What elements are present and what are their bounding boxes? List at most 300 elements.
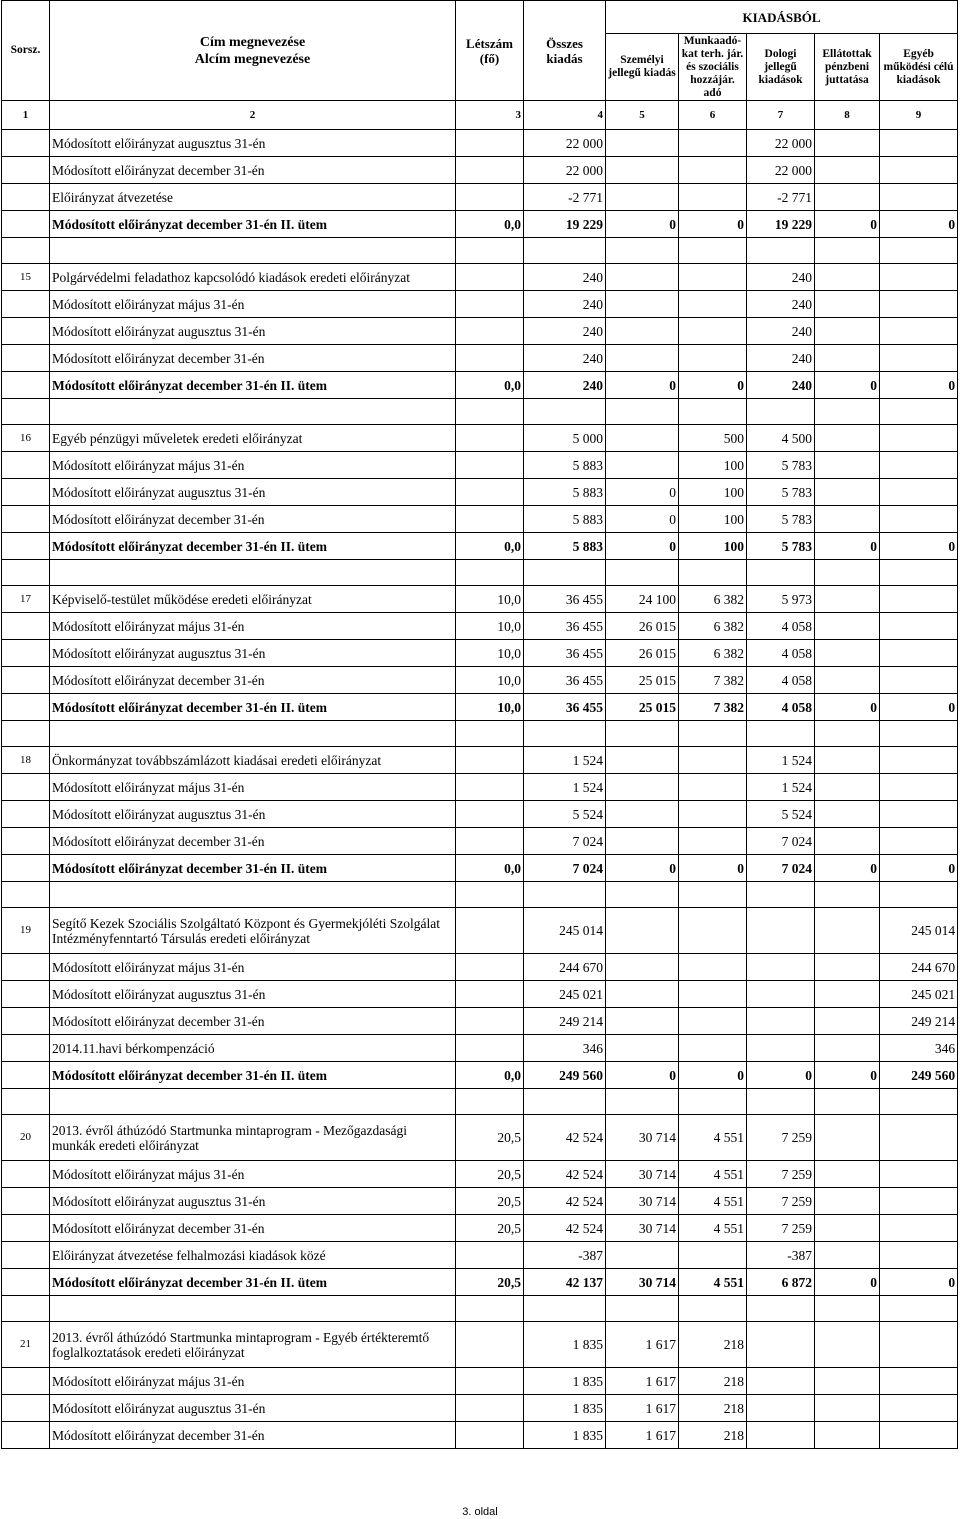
empty-cell (2, 1296, 50, 1322)
table-row (2, 1215, 958, 1242)
empty-cell (815, 560, 880, 586)
colnum-4: 4 (524, 101, 606, 130)
table-row (2, 130, 958, 157)
letszam-cell (456, 264, 524, 291)
szemelyi-cell: 0 (606, 533, 679, 560)
row-label-cell: Módosított előirányzat december 31-én (50, 667, 456, 694)
ellatottak-cell (815, 828, 880, 855)
ellatottak-cell (815, 667, 880, 694)
table-row (2, 667, 958, 694)
osszes-kiadas-cell: 5 883 (524, 506, 606, 533)
osszes-kiadas-cell: 1 835 (524, 1395, 606, 1422)
letszam-cell (456, 1035, 524, 1062)
ellatottak-cell (815, 345, 880, 372)
letszam-cell (456, 291, 524, 318)
empty-cell (747, 399, 815, 425)
table-row (2, 533, 958, 560)
szemelyi-cell: 30 714 (606, 1269, 679, 1296)
letszam-cell: 10,0 (456, 586, 524, 613)
letszam-cell: 0,0 (456, 1062, 524, 1089)
table-row (2, 1269, 958, 1296)
ellatottak-cell (815, 586, 880, 613)
dologi-cell: -387 (747, 1242, 815, 1269)
munkaado-cell (679, 157, 747, 184)
egyeb-cell (880, 801, 958, 828)
letszam-cell (456, 184, 524, 211)
colnum-9: 9 (880, 101, 958, 130)
egyeb-cell (880, 452, 958, 479)
header-letszam-line2: (fő) (479, 50, 500, 66)
dologi-cell: 7 024 (747, 855, 815, 882)
empty-cell (456, 399, 524, 425)
osszes-kiadas-cell: 5 524 (524, 801, 606, 828)
osszes-kiadas-cell: 42 524 (524, 1188, 606, 1215)
szemelyi-cell: 25 015 (606, 667, 679, 694)
munkaado-cell: 6 382 (679, 613, 747, 640)
ellatottak-cell (815, 1188, 880, 1215)
row-label-cell: Polgárvédelmi feladathoz kapcsolódó kiadások eredeti előirányzat (50, 264, 456, 291)
header-letszam (456, 1, 524, 101)
osszes-kiadas-cell: 1 524 (524, 774, 606, 801)
dologi-cell: -2 771 (747, 184, 815, 211)
ellatottak-cell (815, 264, 880, 291)
empty-cell (606, 560, 679, 586)
row-label-cell: Módosított előirányzat május 31-én (50, 291, 456, 318)
row-label-cell: Módosított előirányzat december 31-én II. ütem (50, 694, 456, 721)
empty-cell (606, 721, 679, 747)
osszes-kiadas-cell: 240 (524, 291, 606, 318)
empty-cell (524, 882, 606, 908)
egyeb-cell (880, 1368, 958, 1395)
egyeb-cell (880, 667, 958, 694)
table-row (2, 1161, 958, 1188)
osszes-kiadas-cell: 42 524 (524, 1215, 606, 1242)
szemelyi-cell: 30 714 (606, 1215, 679, 1242)
empty-cell (606, 399, 679, 425)
header-egyeb: Egyéb működési célú kiadások (880, 34, 958, 101)
szemelyi-cell: 30 714 (606, 1161, 679, 1188)
ellatottak-cell: 0 (815, 1062, 880, 1089)
munkaado-cell (679, 801, 747, 828)
letszam-cell (456, 425, 524, 452)
letszam-cell (456, 506, 524, 533)
szemelyi-cell (606, 981, 679, 1008)
empty-cell (606, 238, 679, 264)
munkaado-cell: 218 (679, 1322, 747, 1368)
table-row (2, 908, 958, 954)
egyeb-cell (880, 1322, 958, 1368)
row-number-cell (2, 694, 50, 721)
row-number-cell: 20 (2, 1115, 50, 1161)
dologi-cell: 4 058 (747, 667, 815, 694)
row-label-cell: Módosított előirányzat december 31-én (50, 157, 456, 184)
header-cim: Cím megnevezése (199, 34, 306, 50)
row-number-cell (2, 1242, 50, 1269)
egyeb-cell (880, 640, 958, 667)
empty-cell (456, 721, 524, 747)
ellatottak-cell (815, 425, 880, 452)
empty-cell (50, 560, 456, 586)
row-label-cell: Előirányzat átvezetése felhalmozási kiadások közé (50, 1242, 456, 1269)
letszam-cell: 0,0 (456, 211, 524, 238)
munkaado-cell (679, 1035, 747, 1062)
table-row (2, 1368, 958, 1395)
header-letszam-line1: Létszám (466, 35, 513, 51)
empty-cell (747, 882, 815, 908)
szemelyi-cell: 24 100 (606, 586, 679, 613)
ellatottak-cell (815, 801, 880, 828)
empty-cell (880, 882, 958, 908)
dologi-cell: 22 000 (747, 157, 815, 184)
empty-cell (815, 1296, 880, 1322)
table-row (2, 264, 958, 291)
munkaado-cell: 500 (679, 425, 747, 452)
row-label-cell: Egyéb pénzügyi műveletek eredeti előirányzat (50, 425, 456, 452)
egyeb-cell (880, 345, 958, 372)
row-number-cell (2, 981, 50, 1008)
letszam-cell: 0,0 (456, 855, 524, 882)
empty-cell (679, 882, 747, 908)
row-label-cell: Módosított előirányzat december 31-én II. ütem (50, 372, 456, 399)
szemelyi-cell: 1 617 (606, 1395, 679, 1422)
osszes-kiadas-cell: 1 835 (524, 1422, 606, 1449)
table-row (2, 1188, 958, 1215)
osszes-kiadas-cell: 42 524 (524, 1161, 606, 1188)
empty-cell (679, 1089, 747, 1115)
munkaado-cell (679, 1242, 747, 1269)
row-label-cell: Módosított előirányzat augusztus 31-én (50, 318, 456, 345)
row-number-cell (2, 452, 50, 479)
empty-cell (524, 238, 606, 264)
ellatottak-cell (815, 1215, 880, 1242)
row-label-cell: Módosított előirányzat augusztus 31-én (50, 801, 456, 828)
osszes-kiadas-cell: 245 021 (524, 981, 606, 1008)
egyeb-cell (880, 506, 958, 533)
osszes-kiadas-cell: 346 (524, 1035, 606, 1062)
egyeb-cell (880, 264, 958, 291)
szemelyi-cell (606, 747, 679, 774)
ellatottak-cell (815, 479, 880, 506)
ellatottak-cell (815, 747, 880, 774)
osszes-kiadas-cell: 249 214 (524, 1008, 606, 1035)
row-number-cell (2, 1161, 50, 1188)
dologi-cell: 7 259 (747, 1188, 815, 1215)
ellatottak-cell (815, 1242, 880, 1269)
osszes-kiadas-cell: 22 000 (524, 130, 606, 157)
szemelyi-cell: 26 015 (606, 613, 679, 640)
table-row (2, 1422, 958, 1449)
row-label-cell: Módosított előirányzat december 31-én (50, 828, 456, 855)
osszes-kiadas-cell: 5 883 (524, 479, 606, 506)
dologi-cell: 240 (747, 318, 815, 345)
empty-cell (679, 721, 747, 747)
row-number-cell (2, 372, 50, 399)
letszam-cell: 20,5 (456, 1188, 524, 1215)
dologi-cell: 22 000 (747, 130, 815, 157)
munkaado-cell: 4 551 (679, 1161, 747, 1188)
letszam-cell: 20,5 (456, 1215, 524, 1242)
egyeb-cell: 245 014 (880, 908, 958, 954)
osszes-kiadas-cell: -387 (524, 1242, 606, 1269)
egyeb-cell (880, 1161, 958, 1188)
egyeb-cell (880, 184, 958, 211)
empty-cell (815, 721, 880, 747)
row-number-cell (2, 157, 50, 184)
row-number-cell (2, 774, 50, 801)
letszam-cell: 20,5 (456, 1269, 524, 1296)
dologi-cell: 4 058 (747, 640, 815, 667)
osszes-kiadas-cell: 240 (524, 372, 606, 399)
table-row (2, 801, 958, 828)
row-number-cell (2, 801, 50, 828)
page-number: 3. oldal (462, 1506, 498, 1518)
ellatottak-cell (815, 613, 880, 640)
ellatottak-cell (815, 1322, 880, 1368)
osszes-kiadas-cell: 42 524 (524, 1115, 606, 1161)
szemelyi-cell: 0 (606, 1062, 679, 1089)
row-number-cell: 21 (2, 1322, 50, 1368)
empty-cell (50, 1089, 456, 1115)
osszes-kiadas-cell: 5 000 (524, 425, 606, 452)
header-alcim: Alcím megnevezése (194, 51, 311, 67)
empty-cell (747, 1296, 815, 1322)
row-number-cell (2, 533, 50, 560)
munkaado-cell: 218 (679, 1368, 747, 1395)
egyeb-cell: 0 (880, 533, 958, 560)
row-number-cell (2, 1008, 50, 1035)
table-row (2, 747, 958, 774)
ellatottak-cell (815, 1161, 880, 1188)
szemelyi-cell: 0 (606, 855, 679, 882)
row-label-cell: Képviselő-testület működése eredeti előirányzat (50, 586, 456, 613)
szemelyi-cell (606, 908, 679, 954)
row-number-cell (2, 828, 50, 855)
empty-cell (815, 882, 880, 908)
row-number-cell (2, 345, 50, 372)
table-row (2, 586, 958, 613)
dologi-cell: 4 058 (747, 694, 815, 721)
row-number-cell (2, 1395, 50, 1422)
colnum-3: 3 (456, 101, 524, 130)
munkaado-cell (679, 774, 747, 801)
szemelyi-cell: 30 714 (606, 1115, 679, 1161)
egyeb-cell (880, 1422, 958, 1449)
row-label-cell: Módosított előirányzat december 31-én (50, 506, 456, 533)
empty-cell (50, 399, 456, 425)
row-label-cell: 2014.11.havi bérkompenzáció (50, 1035, 456, 1062)
letszam-cell: 20,5 (456, 1115, 524, 1161)
row-label-cell: Módosított előirányzat május 31-én (50, 954, 456, 981)
dologi-cell: 5 524 (747, 801, 815, 828)
spacer-row (2, 1296, 958, 1322)
letszam-cell: 10,0 (456, 613, 524, 640)
dologi-cell (747, 1395, 815, 1422)
munkaado-cell: 6 382 (679, 640, 747, 667)
osszes-kiadas-cell: 19 229 (524, 211, 606, 238)
szemelyi-cell (606, 452, 679, 479)
dologi-cell (747, 908, 815, 954)
empty-cell (456, 1089, 524, 1115)
spacer-row (2, 399, 958, 425)
munkaado-cell (679, 184, 747, 211)
row-number-cell (2, 479, 50, 506)
ellatottak-cell: 0 (815, 533, 880, 560)
row-number-cell: 18 (2, 747, 50, 774)
osszes-kiadas-cell: -2 771 (524, 184, 606, 211)
munkaado-cell (679, 1008, 747, 1035)
dologi-cell: 6 872 (747, 1269, 815, 1296)
row-number-cell (2, 318, 50, 345)
szemelyi-cell: 1 617 (606, 1322, 679, 1368)
empty-cell (524, 1296, 606, 1322)
header-szemelyi: Személyi jellegű kiadás (606, 34, 679, 101)
egyeb-cell: 0 (880, 372, 958, 399)
empty-cell (606, 1296, 679, 1322)
empty-cell (50, 882, 456, 908)
osszes-kiadas-cell: 249 560 (524, 1062, 606, 1089)
empty-cell (679, 560, 747, 586)
letszam-cell (456, 345, 524, 372)
munkaado-cell: 7 382 (679, 667, 747, 694)
spacer-row (2, 560, 958, 586)
table-row (2, 1115, 958, 1161)
empty-cell (50, 1296, 456, 1322)
munkaado-cell (679, 828, 747, 855)
letszam-cell (456, 747, 524, 774)
header-munkaado: Munkaadó-kat terh. jár. és szociális hozzájár. adó (679, 34, 747, 101)
egyeb-cell (880, 318, 958, 345)
dologi-cell (747, 1035, 815, 1062)
ellatottak-cell (815, 130, 880, 157)
egyeb-cell (880, 157, 958, 184)
letszam-cell (456, 954, 524, 981)
row-number-cell (2, 640, 50, 667)
munkaado-cell: 0 (679, 211, 747, 238)
row-number-cell (2, 1062, 50, 1089)
szemelyi-cell (606, 157, 679, 184)
munkaado-cell (679, 747, 747, 774)
egyeb-cell: 0 (880, 211, 958, 238)
egyeb-cell (880, 1115, 958, 1161)
egyeb-cell: 0 (880, 694, 958, 721)
spacer-row (2, 721, 958, 747)
letszam-cell (456, 452, 524, 479)
szemelyi-cell (606, 425, 679, 452)
empty-cell (2, 399, 50, 425)
munkaado-cell (679, 908, 747, 954)
row-number-cell: 19 (2, 908, 50, 954)
row-label-cell: Módosított előirányzat augusztus 31-én (50, 640, 456, 667)
letszam-cell (456, 1242, 524, 1269)
dologi-cell: 7 259 (747, 1115, 815, 1161)
empty-cell (747, 1089, 815, 1115)
letszam-cell: 10,0 (456, 694, 524, 721)
munkaado-cell (679, 264, 747, 291)
egyeb-cell: 346 (880, 1035, 958, 1062)
row-number-cell (2, 506, 50, 533)
row-number-cell (2, 1269, 50, 1296)
empty-cell (679, 1296, 747, 1322)
colnum-8: 8 (815, 101, 880, 130)
empty-cell (747, 560, 815, 586)
ellatottak-cell (815, 1035, 880, 1062)
munkaado-cell (679, 345, 747, 372)
empty-cell (2, 721, 50, 747)
letszam-cell (456, 157, 524, 184)
dologi-cell: 240 (747, 264, 815, 291)
ellatottak-cell (815, 157, 880, 184)
egyeb-cell (880, 1395, 958, 1422)
empty-cell (880, 1296, 958, 1322)
row-number-cell (2, 291, 50, 318)
dologi-cell: 240 (747, 291, 815, 318)
header-kiadasbol: KIADÁSBÓL (606, 1, 958, 34)
osszes-kiadas-cell: 1 524 (524, 747, 606, 774)
ellatottak-cell (815, 640, 880, 667)
empty-cell (456, 882, 524, 908)
table-row (2, 452, 958, 479)
szemelyi-cell (606, 130, 679, 157)
munkaado-cell (679, 291, 747, 318)
table-row (2, 157, 958, 184)
table-row (2, 425, 958, 452)
budget-table (1, 0, 958, 1449)
egyeb-cell: 0 (880, 855, 958, 882)
ellatottak-cell: 0 (815, 855, 880, 882)
table-body (2, 130, 958, 1449)
ellatottak-cell (815, 184, 880, 211)
egyeb-cell (880, 291, 958, 318)
row-number-cell (2, 1368, 50, 1395)
munkaado-cell: 218 (679, 1395, 747, 1422)
ellatottak-cell (815, 506, 880, 533)
szemelyi-cell (606, 1008, 679, 1035)
dologi-cell: 0 (747, 1062, 815, 1089)
empty-cell (456, 1296, 524, 1322)
row-number-cell (2, 1188, 50, 1215)
table-row (2, 291, 958, 318)
row-label-cell: Módosított előirányzat május 31-én (50, 613, 456, 640)
szemelyi-cell: 1 617 (606, 1368, 679, 1395)
row-number-cell (2, 1215, 50, 1242)
munkaado-cell (679, 981, 747, 1008)
munkaado-cell: 4 551 (679, 1188, 747, 1215)
row-number-cell (2, 1422, 50, 1449)
row-label-cell: 2013. évről áthúzódó Startmunka mintaprogram - Egyéb értékteremtő foglalkoztatások eredeti előirányzat (50, 1322, 456, 1368)
osszes-kiadas-cell: 240 (524, 264, 606, 291)
szemelyi-cell: 1 617 (606, 1422, 679, 1449)
table-row (2, 1008, 958, 1035)
egyeb-cell (880, 1188, 958, 1215)
letszam-cell (456, 908, 524, 954)
row-label-cell: Módosított előirányzat május 31-én (50, 452, 456, 479)
letszam-cell: 10,0 (456, 667, 524, 694)
table-row (2, 345, 958, 372)
spacer-row (2, 1089, 958, 1115)
dologi-cell: 5 783 (747, 452, 815, 479)
row-number-cell: 17 (2, 586, 50, 613)
empty-cell (880, 560, 958, 586)
row-label-cell: Módosított előirányzat december 31-én (50, 1422, 456, 1449)
osszes-kiadas-cell: 7 024 (524, 828, 606, 855)
egyeb-cell: 244 670 (880, 954, 958, 981)
ellatottak-cell (815, 1008, 880, 1035)
row-label-cell: Módosított előirányzat május 31-én (50, 1161, 456, 1188)
table-row (2, 372, 958, 399)
row-number-cell (2, 1035, 50, 1062)
table-row (2, 506, 958, 533)
letszam-cell (456, 1422, 524, 1449)
